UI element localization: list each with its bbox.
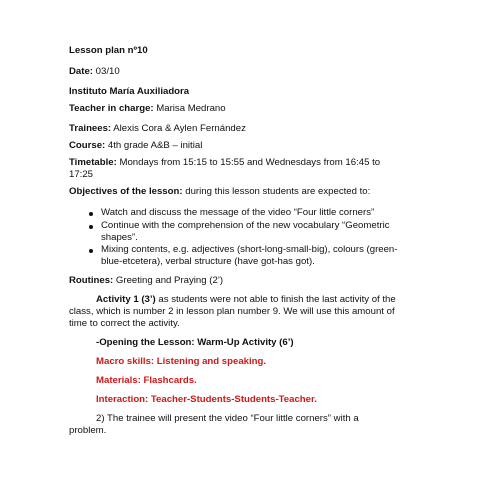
activity1-line-3: time to correct the activity. [69,318,180,329]
materials: Materials: Flashcards. [96,375,197,386]
objective-2-cont: shapes”. [101,232,138,243]
routines-value: Greeting and Praying (2’) [115,275,224,286]
macro-skills: Macro skills: Listening and speaking. [96,356,267,367]
timetable-line-1 [69,157,380,169]
course-line [69,140,202,152]
date-value: 03/10 [95,66,120,77]
step2-line-1: 2) The trainee will present the video “Four little corners” with a [96,413,359,424]
course-value: 4th grade A&B – initial [107,140,203,151]
objective-2: Continue with the comprehension of the new vocabulary “Geometric [101,220,390,231]
activity1-line-2: class, which is number 2 in lesson plan number 9. We will use this amount of [69,306,395,317]
teacher-label: Teacher in charge: [69,103,154,114]
activity1-line-1 [96,294,396,306]
objective-3-cont: blue-etcetera), verbal structure (have got-has got). [101,256,315,267]
trainees-line [69,123,246,135]
objectives-label: Objectives of the lesson: [69,186,183,197]
activity1-label: Activity 1 (3’) [96,294,156,305]
bullet-icon [89,212,93,216]
timetable-label: Timetable: [69,157,117,168]
opening-heading: -Opening the Lesson: Warm-Up Activity (6’) [96,337,294,348]
step2-line-2: problem. [69,425,107,436]
timetable-line-2: 17:25 [69,169,94,180]
trainees-label: Trainees: [69,123,112,134]
objective-3: Mixing contents, e.g. adjectives (short-long-small-big), colours (green- [101,244,398,255]
timetable-value-1: Mondays from 15:15 to 15:55 and Wednesdays from 16:45 to [119,157,381,168]
routines-label: Routines: [69,275,114,286]
objectives-line [69,186,370,198]
date-label: Date: [69,66,93,77]
bullet-icon [89,225,93,229]
date-line [69,66,120,78]
objective-1: Watch and discuss the message of the video “Four little corners” [101,207,375,218]
objectives-intro: during this lesson students are expected to: [185,186,371,197]
activity1-text-1: as students were not able to finish the last activity of the [158,294,396,305]
doc-title: Lesson plan nº10 [69,45,148,56]
routines-line [69,275,223,287]
trainees-value: Alexis Cora & Aylen Fernández [113,123,246,134]
interaction: Interaction: Teacher-Students-Students-Teacher. [96,394,317,405]
teacher-value: Marisa Medrano [156,103,226,114]
course-label: Course: [69,140,106,151]
school-name: Instituto María Auxiliadora [69,86,190,97]
bullet-icon [89,249,93,253]
teacher-line [69,103,226,115]
